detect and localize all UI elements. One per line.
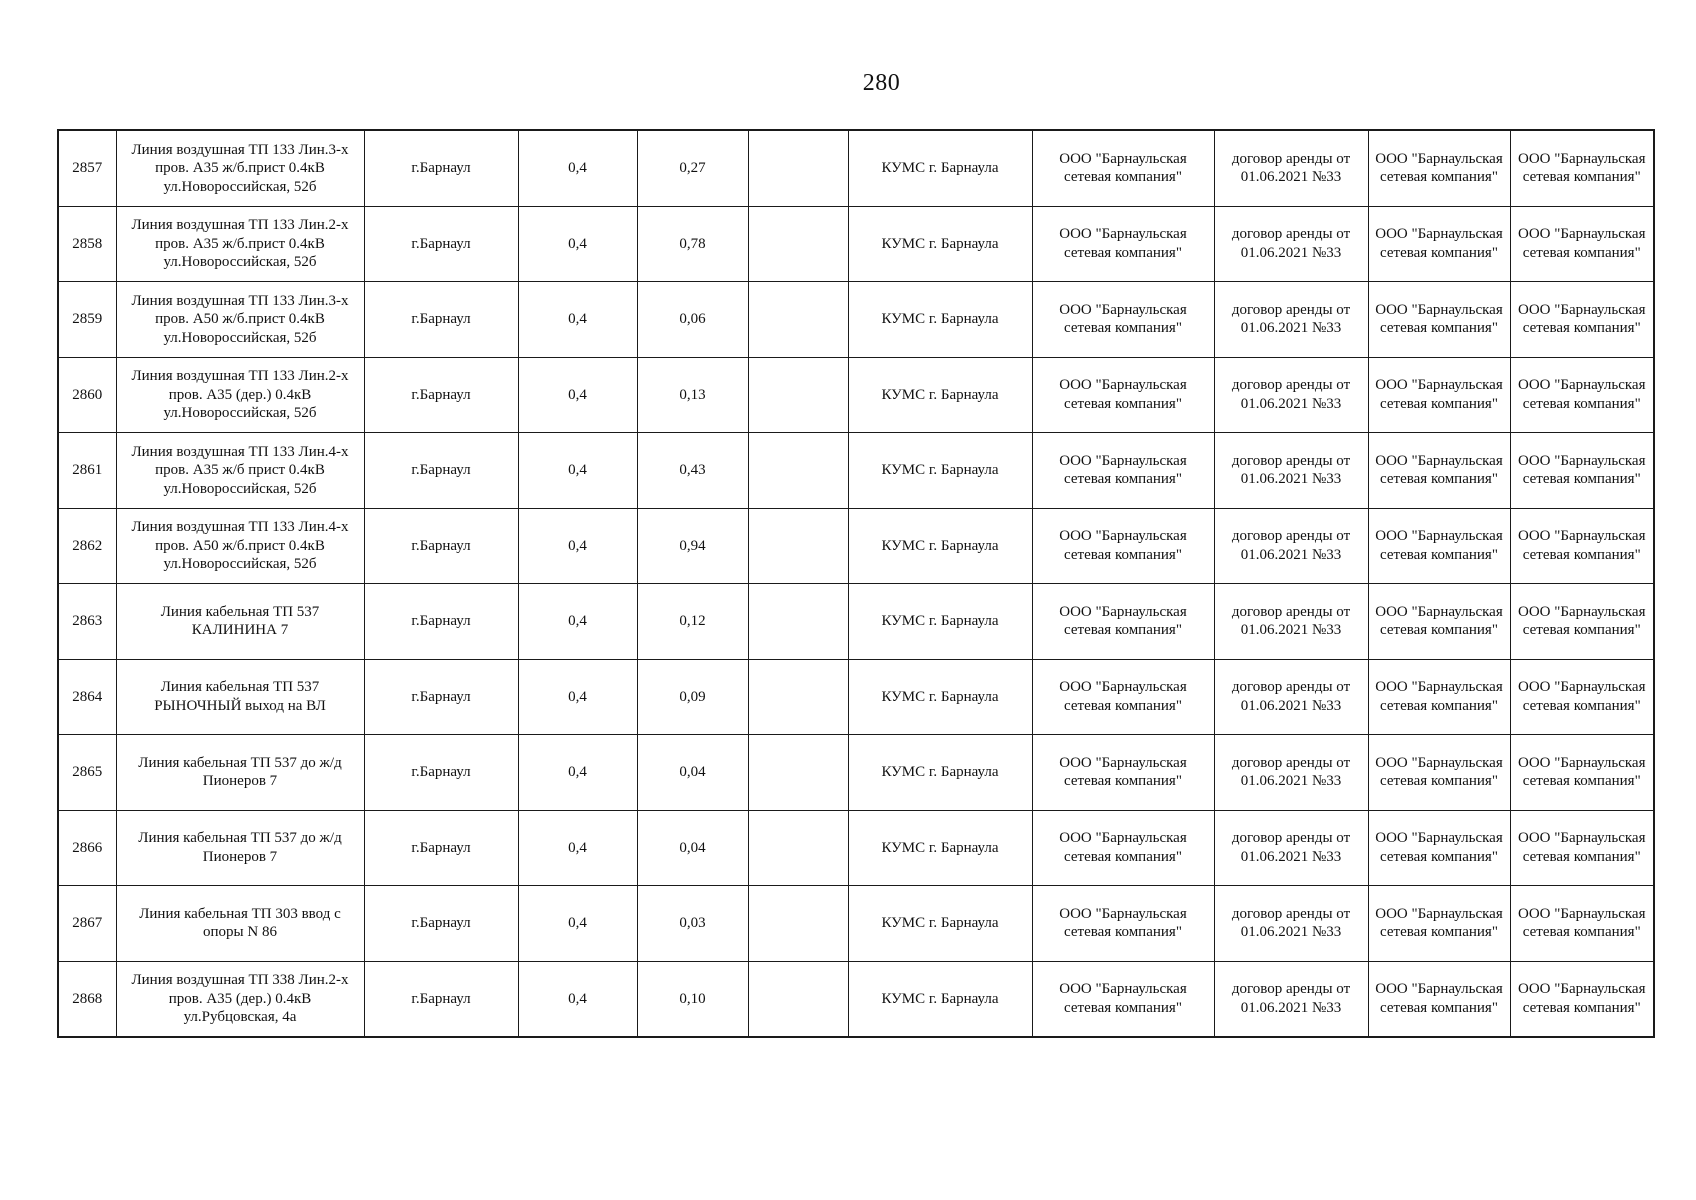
registry-body — [58, 130, 1654, 1037]
holder-cell: КУМС г. Барнаула — [848, 961, 1032, 1037]
length-cell: 0,03 — [637, 886, 748, 962]
city-cell: г.Барнаул — [364, 659, 518, 735]
operator-cell: ООО "Барнаульская сетевая компания" — [1368, 357, 1510, 433]
line-name-cell: Линия воздушная ТП 133 Лин.4-х пров. А35 ж/б прист 0.4кВ ул.Новороссийская, 52б — [116, 433, 364, 509]
owner-cell: ООО "Барнаульская сетевая компания" — [1510, 810, 1654, 886]
operator-cell: ООО "Барнаульская сетевая компания" — [1368, 810, 1510, 886]
length-cell: 0,27 — [637, 130, 748, 206]
voltage-cell: 0,4 — [518, 433, 637, 509]
company-cell: ООО "Барнаульская сетевая компания" — [1032, 508, 1214, 584]
line-name-cell: Линия воздушная ТП 133 Лин.3-х пров. А35 ж/б.прист 0.4кВ ул.Новороссийская, 52б — [116, 130, 364, 206]
city-cell: г.Барнаул — [364, 961, 518, 1037]
empty-cell — [748, 961, 848, 1037]
contract-cell: договор аренды от 01.06.2021 №33 — [1214, 282, 1368, 358]
contract-cell: договор аренды от 01.06.2021 №33 — [1214, 130, 1368, 206]
row-id-cell: 2867 — [58, 886, 116, 962]
operator-cell: ООО "Барнаульская сетевая компания" — [1368, 961, 1510, 1037]
holder-cell: КУМС г. Барнаула — [848, 886, 1032, 962]
owner-cell: ООО "Барнаульская сетевая компания" — [1510, 735, 1654, 811]
length-cell: 0,94 — [637, 508, 748, 584]
line-name-cell: Линия воздушная ТП 338 Лин.2-х пров. А35 (дер.) 0.4кВ ул.Рубцовская, 4а — [116, 961, 364, 1037]
city-cell: г.Барнаул — [364, 508, 518, 584]
table-row — [58, 886, 1654, 962]
company-cell: ООО "Барнаульская сетевая компания" — [1032, 810, 1214, 886]
company-cell: ООО "Барнаульская сетевая компания" — [1032, 130, 1214, 206]
contract-cell: договор аренды от 01.06.2021 №33 — [1214, 584, 1368, 660]
row-id-cell: 2860 — [58, 357, 116, 433]
operator-cell: ООО "Барнаульская сетевая компания" — [1368, 282, 1510, 358]
city-cell: г.Барнаул — [364, 810, 518, 886]
owner-cell: ООО "Барнаульская сетевая компания" — [1510, 130, 1654, 206]
holder-cell: КУМС г. Барнаула — [848, 584, 1032, 660]
contract-cell: договор аренды от 01.06.2021 №33 — [1214, 508, 1368, 584]
company-cell: ООО "Барнаульская сетевая компания" — [1032, 735, 1214, 811]
voltage-cell: 0,4 — [518, 508, 637, 584]
line-name-cell: Линия воздушная ТП 133 Лин.2-х пров. А35 ж/б.прист 0.4кВ ул.Новороссийская, 52б — [116, 206, 364, 282]
row-id-cell: 2859 — [58, 282, 116, 358]
owner-cell: ООО "Барнаульская сетевая компания" — [1510, 508, 1654, 584]
contract-cell: договор аренды от 01.06.2021 №33 — [1214, 206, 1368, 282]
company-cell: ООО "Барнаульская сетевая компания" — [1032, 659, 1214, 735]
owner-cell: ООО "Барнаульская сетевая компания" — [1510, 961, 1654, 1037]
empty-cell — [748, 886, 848, 962]
line-name-cell: Линия воздушная ТП 133 Лин.4-х пров. А50 ж/б.прист 0.4кВ ул.Новороссийская, 52б — [116, 508, 364, 584]
holder-cell: КУМС г. Барнаула — [848, 357, 1032, 433]
operator-cell: ООО "Барнаульская сетевая компания" — [1368, 584, 1510, 660]
empty-cell — [748, 282, 848, 358]
table-row — [58, 508, 1654, 584]
length-cell: 0,13 — [637, 357, 748, 433]
owner-cell: ООО "Барнаульская сетевая компания" — [1510, 206, 1654, 282]
row-id-cell: 2863 — [58, 584, 116, 660]
company-cell: ООО "Барнаульская сетевая компания" — [1032, 282, 1214, 358]
table-row — [58, 659, 1654, 735]
holder-cell: КУМС г. Барнаула — [848, 810, 1032, 886]
company-cell: ООО "Барнаульская сетевая компания" — [1032, 433, 1214, 509]
length-cell: 0,10 — [637, 961, 748, 1037]
company-cell: ООО "Барнаульская сетевая компания" — [1032, 886, 1214, 962]
city-cell: г.Барнаул — [364, 130, 518, 206]
holder-cell: КУМС г. Барнаула — [848, 130, 1032, 206]
holder-cell: КУМС г. Барнаула — [848, 206, 1032, 282]
length-cell: 0,04 — [637, 810, 748, 886]
length-cell: 0,09 — [637, 659, 748, 735]
row-id-cell: 2865 — [58, 735, 116, 811]
empty-cell — [748, 659, 848, 735]
line-name-cell: Линия кабельная ТП 537 до ж/д Пионеров 7 — [116, 810, 364, 886]
line-name-cell: Линия кабельная ТП 537 РЫНОЧНЫЙ выход на ВЛ — [116, 659, 364, 735]
table-row — [58, 130, 1654, 206]
voltage-cell: 0,4 — [518, 584, 637, 660]
contract-cell: договор аренды от 01.06.2021 №33 — [1214, 357, 1368, 433]
operator-cell: ООО "Барнаульская сетевая компания" — [1368, 659, 1510, 735]
voltage-cell: 0,4 — [518, 735, 637, 811]
contract-cell: договор аренды от 01.06.2021 №33 — [1214, 886, 1368, 962]
company-cell: ООО "Барнаульская сетевая компания" — [1032, 584, 1214, 660]
length-cell: 0,43 — [637, 433, 748, 509]
company-cell: ООО "Барнаульская сетевая компания" — [1032, 357, 1214, 433]
city-cell: г.Барнаул — [364, 357, 518, 433]
length-cell: 0,78 — [637, 206, 748, 282]
city-cell: г.Барнаул — [364, 886, 518, 962]
operator-cell: ООО "Барнаульская сетевая компания" — [1368, 433, 1510, 509]
table-row — [58, 961, 1654, 1037]
row-id-cell: 2866 — [58, 810, 116, 886]
city-cell: г.Барнаул — [364, 282, 518, 358]
contract-cell: договор аренды от 01.06.2021 №33 — [1214, 433, 1368, 509]
table-row — [58, 735, 1654, 811]
line-name-cell: Линия кабельная ТП 303 ввод с опоры N 86 — [116, 886, 364, 962]
length-cell: 0,04 — [637, 735, 748, 811]
empty-cell — [748, 584, 848, 660]
table-row — [58, 282, 1654, 358]
empty-cell — [748, 735, 848, 811]
length-cell: 0,06 — [637, 282, 748, 358]
line-name-cell: Линия кабельная ТП 537 до ж/д Пионеров 7 — [116, 735, 364, 811]
registry-table — [57, 129, 1655, 1038]
owner-cell: ООО "Барнаульская сетевая компания" — [1510, 282, 1654, 358]
row-id-cell: 2864 — [58, 659, 116, 735]
owner-cell: ООО "Барнаульская сетевая компания" — [1510, 357, 1654, 433]
holder-cell: КУМС г. Барнаула — [848, 735, 1032, 811]
empty-cell — [748, 206, 848, 282]
empty-cell — [748, 130, 848, 206]
holder-cell: КУМС г. Барнаула — [848, 508, 1032, 584]
owner-cell: ООО "Барнаульская сетевая компания" — [1510, 659, 1654, 735]
owner-cell: ООО "Барнаульская сетевая компания" — [1510, 584, 1654, 660]
operator-cell: ООО "Барнаульская сетевая компания" — [1368, 886, 1510, 962]
contract-cell: договор аренды от 01.06.2021 №33 — [1214, 961, 1368, 1037]
operator-cell: ООО "Барнаульская сетевая компания" — [1368, 735, 1510, 811]
city-cell: г.Барнаул — [364, 206, 518, 282]
owner-cell: ООО "Барнаульская сетевая компания" — [1510, 886, 1654, 962]
voltage-cell: 0,4 — [518, 961, 637, 1037]
voltage-cell: 0,4 — [518, 357, 637, 433]
contract-cell: договор аренды от 01.06.2021 №33 — [1214, 735, 1368, 811]
operator-cell: ООО "Барнаульская сетевая компания" — [1368, 508, 1510, 584]
voltage-cell: 0,4 — [518, 130, 637, 206]
line-name-cell: Линия кабельная ТП 537 КАЛИНИНА 7 — [116, 584, 364, 660]
voltage-cell: 0,4 — [518, 206, 637, 282]
city-cell: г.Барнаул — [364, 735, 518, 811]
line-name-cell: Линия воздушная ТП 133 Лин.2-х пров. А35 (дер.) 0.4кВ ул.Новороссийская, 52б — [116, 357, 364, 433]
company-cell: ООО "Барнаульская сетевая компания" — [1032, 961, 1214, 1037]
city-cell: г.Барнаул — [364, 433, 518, 509]
contract-cell: договор аренды от 01.06.2021 №33 — [1214, 810, 1368, 886]
table-row — [58, 433, 1654, 509]
row-id-cell: 2868 — [58, 961, 116, 1037]
holder-cell: КУМС г. Барнаула — [848, 282, 1032, 358]
length-cell: 0,12 — [637, 584, 748, 660]
voltage-cell: 0,4 — [518, 810, 637, 886]
operator-cell: ООО "Барнаульская сетевая компания" — [1368, 206, 1510, 282]
row-id-cell: 2857 — [58, 130, 116, 206]
holder-cell: КУМС г. Барнаула — [848, 433, 1032, 509]
city-cell: г.Барнаул — [364, 584, 518, 660]
table-row — [58, 584, 1654, 660]
row-id-cell: 2862 — [58, 508, 116, 584]
line-name-cell: Линия воздушная ТП 133 Лин.3-х пров. А50 ж/б.прист 0.4кВ ул.Новороссийская, 52б — [116, 282, 364, 358]
empty-cell — [748, 508, 848, 584]
table-row — [58, 810, 1654, 886]
holder-cell: КУМС г. Барнаула — [848, 659, 1032, 735]
operator-cell: ООО "Барнаульская сетевая компания" — [1368, 130, 1510, 206]
voltage-cell: 0,4 — [518, 886, 637, 962]
table-row — [58, 357, 1654, 433]
empty-cell — [748, 433, 848, 509]
page-number: 280 — [862, 70, 901, 96]
empty-cell — [748, 810, 848, 886]
voltage-cell: 0,4 — [518, 659, 637, 735]
empty-cell — [748, 357, 848, 433]
row-id-cell: 2861 — [58, 433, 116, 509]
voltage-cell: 0,4 — [518, 282, 637, 358]
table-row — [58, 206, 1654, 282]
company-cell: ООО "Барнаульская сетевая компания" — [1032, 206, 1214, 282]
row-id-cell: 2858 — [58, 206, 116, 282]
owner-cell: ООО "Барнаульская сетевая компания" — [1510, 433, 1654, 509]
contract-cell: договор аренды от 01.06.2021 №33 — [1214, 659, 1368, 735]
